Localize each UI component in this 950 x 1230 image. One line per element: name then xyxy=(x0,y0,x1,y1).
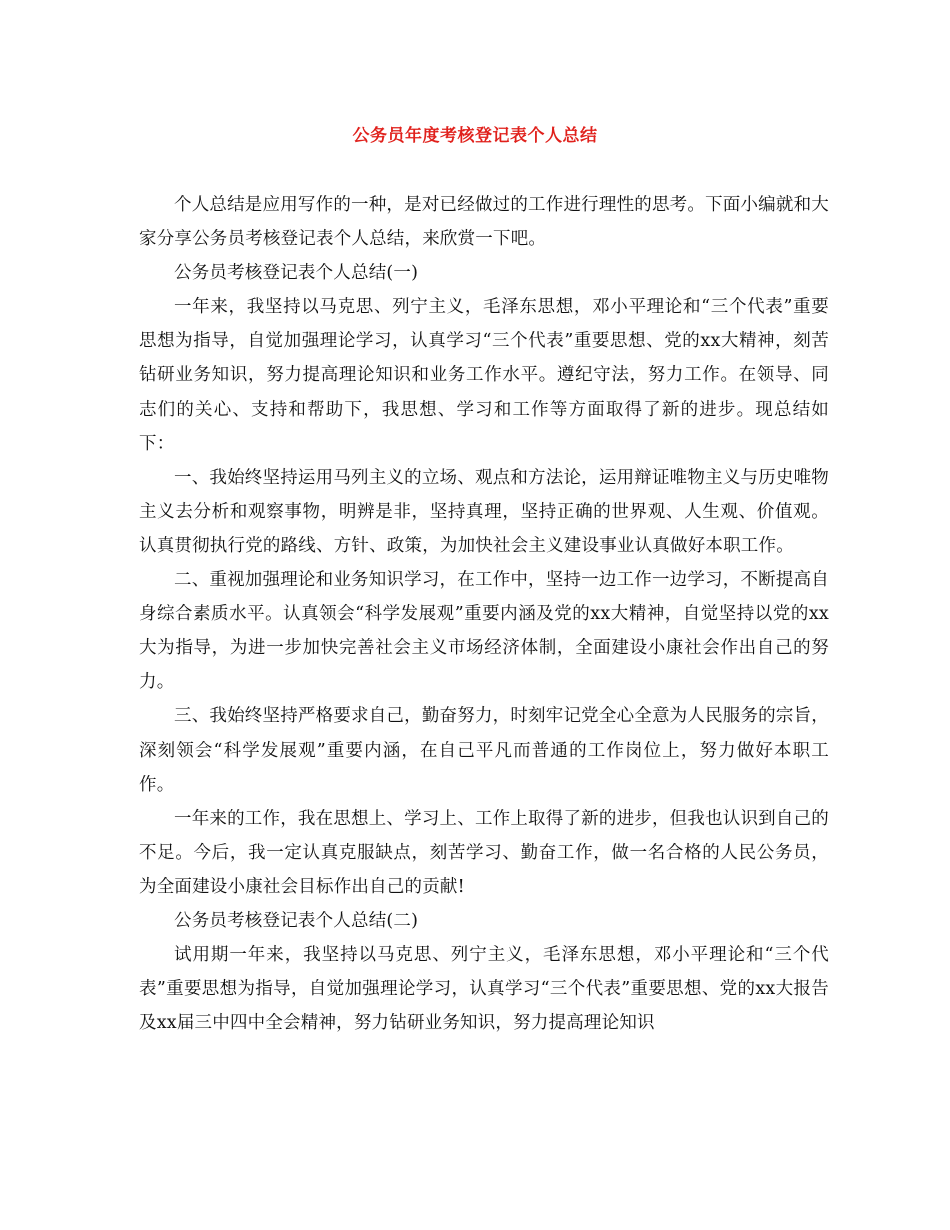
paragraph-intro: 个人总结是应用写作的一种，是对已经做过的工作进行理性的思考。下面小编就和大家分享公务员考核登记表个人总结，来欣赏一下吧。 xyxy=(139,195,829,250)
document-body xyxy=(139,188,829,1040)
document-title: 公务员年度考核登记表个人总结 xyxy=(352,126,598,146)
paragraph: 二、重视加强理论和业务知识学习，在工作中，坚持一边工作一边学习，不断提高自身综合素质水平。认真领会“科学发展观”重要内涵及党的xx大精神，自觉坚持以党的xx大为指导，为进一步加快完善社会主义市场经济体制，全面建设小康社会作出自己的努力。 xyxy=(139,570,829,693)
paragraph: 一年来的工作，我在思想上、学习上、工作上取得了新的进步，但我也认识到自己的不足。今后，我一定认真克服缺点，刻苦学习、勤奋工作，做一名合格的人民公务员，为全面建设小康社会目标作出自己的贡献! xyxy=(139,808,829,897)
section-heading-2: 公务员考核登记表个人总结(二) xyxy=(174,910,419,931)
paragraph: 一、我始终坚持运用马列主义的立场、观点和方法论，运用辩证唯物主义与历史唯物主义去分析和观察事物，明辨是非，坚持真理，坚持正确的世界观、人生观、价值观。认真贯彻执行党的路线、方针、政策，为加快社会主义建设事业认真做好本职工作。 xyxy=(139,467,829,556)
section-heading-1: 公务员考核登记表个人总结(一) xyxy=(174,263,419,284)
paragraph: 试用期一年来，我坚持以马克思、列宁主义，毛泽东思想，邓小平理论和“三个代表”重要思想为指导，自觉加强理论学习，认真学习“三个代表”重要思想、党的xx大报告及xx届三中四中全会精神，努力钻研业务知识，努力提高理论知识 xyxy=(139,945,829,1034)
paragraph: 三、我始终坚持严格要求自己，勤奋努力，时刻牢记党全心全意为人民服务的宗旨，深刻领会“科学发展观”重要内涵，在自己平凡而普通的工作岗位上，努力做好本职工作。 xyxy=(139,706,829,795)
paragraph: 一年来，我坚持以马克思、列宁主义，毛泽东思想，邓小平理论和“三个代表”重要思想为指导，自觉加强理论学习，认真学习“三个代表”重要思想、党的xx大精神，刻苦钻研业务知识，努力提高理论知识和业务工作水平。遵纪守法，努力工作。在领导、同志们的关心、支持和帮助下，我思想、学习和工作等方面取得了新的进步。现总结如下： xyxy=(139,297,829,454)
